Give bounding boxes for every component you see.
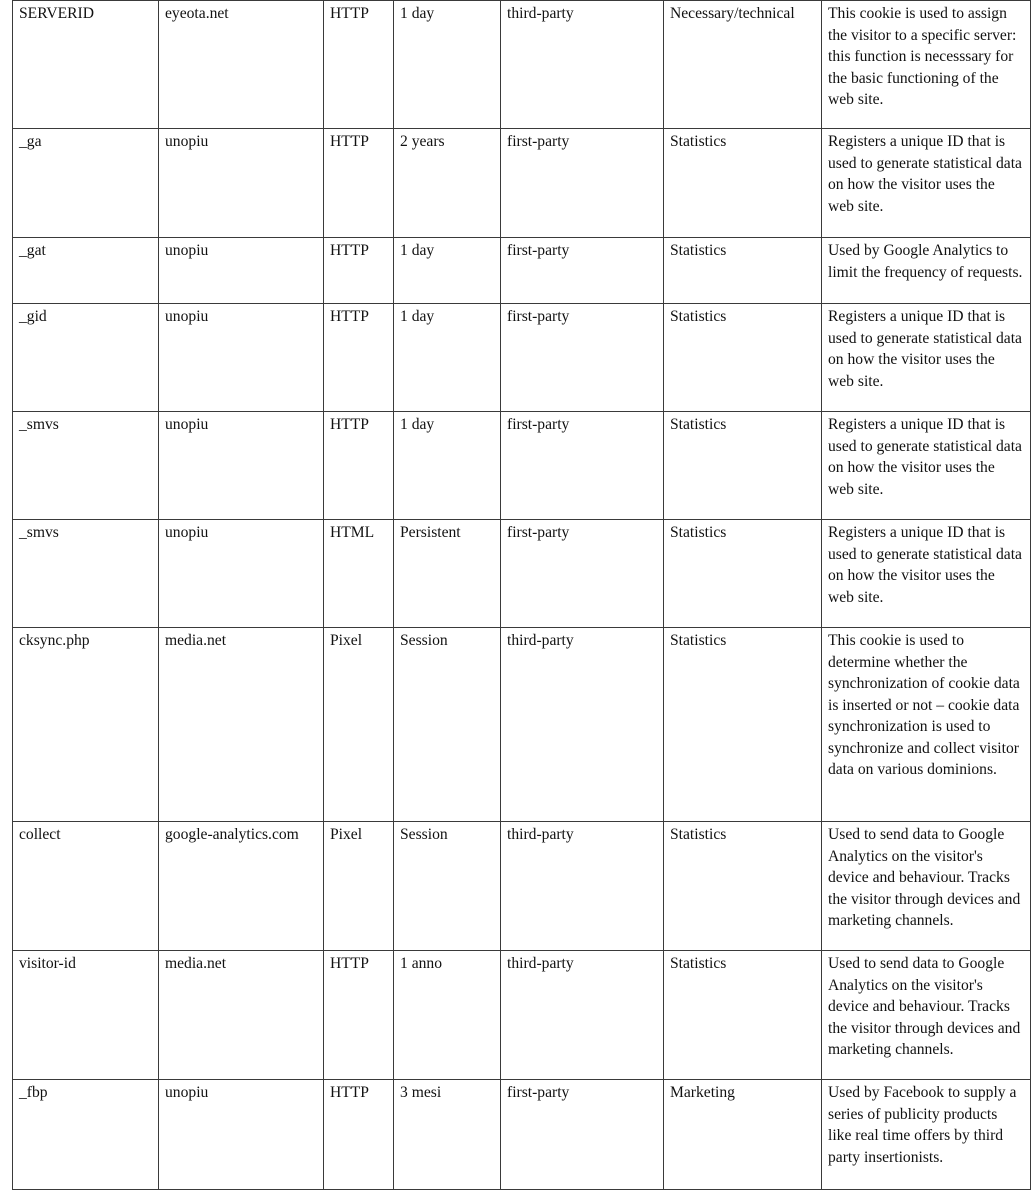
cookie-duration-cell: Session	[394, 628, 501, 822]
cookie-duration-cell: 1 day	[394, 238, 501, 304]
cookie-description-cell: Registers a unique ID that is used to generate statistical data on how the visitor uses the web site.	[822, 304, 1031, 412]
cookie-category-cell: Statistics	[664, 628, 822, 822]
cookie-domain-cell: media.net	[159, 951, 324, 1080]
cookie-domain-cell: unopiu	[159, 520, 324, 628]
cookie-domain-cell: unopiu	[159, 238, 324, 304]
cookie-description-cell: Used to send data to Google Analytics on the visitor's device and behaviour. Tracks the visitor through devices and marketing channels.	[822, 951, 1031, 1080]
cookie-party-cell: first-party	[501, 412, 664, 520]
cookie-type-cell: HTTP	[324, 1, 394, 129]
table-row	[13, 304, 1031, 412]
cookie-name-cell: cksync.php	[13, 628, 159, 822]
cookie-type-cell: HTTP	[324, 951, 394, 1080]
table-row	[13, 1080, 1031, 1190]
cookie-domain-cell: google-analytics.com	[159, 822, 324, 951]
cookie-name-cell: _gat	[13, 238, 159, 304]
cookie-type-cell: HTTP	[324, 304, 394, 412]
cookie-category-cell: Statistics	[664, 412, 822, 520]
cookie-type-cell: HTTP	[324, 238, 394, 304]
cookie-domain-cell: unopiu	[159, 304, 324, 412]
cookie-type-cell: HTTP	[324, 129, 394, 238]
cookie-party-cell: third-party	[501, 822, 664, 951]
cookie-category-cell: Statistics	[664, 304, 822, 412]
cookie-table	[12, 0, 1031, 1190]
cookie-duration-cell: 1 day	[394, 304, 501, 412]
table-row	[13, 822, 1031, 951]
cookie-description-cell: Registers a unique ID that is used to generate statistical data on how the visitor uses the web site.	[822, 520, 1031, 628]
cookie-domain-cell: unopiu	[159, 129, 324, 238]
cookie-description-cell: Used to send data to Google Analytics on the visitor's device and behaviour. Tracks the visitor through devices and marketing channels.	[822, 822, 1031, 951]
cookie-description-cell: Registers a unique ID that is used to generate statistical data on how the visitor uses the web site.	[822, 412, 1031, 520]
cookie-category-cell: Statistics	[664, 238, 822, 304]
cookie-party-cell: first-party	[501, 304, 664, 412]
table-row	[13, 951, 1031, 1080]
cookie-party-cell: third-party	[501, 628, 664, 822]
cookie-duration-cell: 1 anno	[394, 951, 501, 1080]
cookie-domain-cell: unopiu	[159, 1080, 324, 1190]
cookie-duration-cell: 1 day	[394, 412, 501, 520]
cookie-type-cell: HTML	[324, 520, 394, 628]
table-row	[13, 129, 1031, 238]
cookie-description-cell: Used by Google Analytics to limit the frequency of requests.	[822, 238, 1031, 304]
cookie-category-cell: Statistics	[664, 129, 822, 238]
cookie-description-cell: Used by Facebook to supply a series of publicity products like real time offers by third party insertionists.	[822, 1080, 1031, 1190]
cookie-name-cell: SERVERID	[13, 1, 159, 129]
cookie-description-cell: This cookie is used to determine whether the synchronization of cookie data is inserted or not – cookie data synchronization is used to synchronize and collect visitor data on various dominions.	[822, 628, 1031, 822]
cookie-domain-cell: eyeota.net	[159, 1, 324, 129]
cookie-name-cell: _gid	[13, 304, 159, 412]
cookie-name-cell: _fbp	[13, 1080, 159, 1190]
cookie-category-cell: Necessary/technical	[664, 1, 822, 129]
cookie-party-cell: third-party	[501, 951, 664, 1080]
cookie-name-cell: collect	[13, 822, 159, 951]
cookie-party-cell: first-party	[501, 129, 664, 238]
table-row	[13, 412, 1031, 520]
cookie-type-cell: HTTP	[324, 1080, 394, 1190]
cookie-name-cell: _ga	[13, 129, 159, 238]
table-row	[13, 1, 1031, 129]
table-row	[13, 628, 1031, 822]
cookie-name-cell: _smvs	[13, 412, 159, 520]
cookie-category-cell: Statistics	[664, 520, 822, 628]
cookie-party-cell: first-party	[501, 1080, 664, 1190]
cookie-category-cell: Statistics	[664, 951, 822, 1080]
cookie-duration-cell: 3 mesi	[394, 1080, 501, 1190]
cookie-name-cell: visitor-id	[13, 951, 159, 1080]
cookie-duration-cell: 2 years	[394, 129, 501, 238]
cookie-domain-cell: media.net	[159, 628, 324, 822]
table-row	[13, 520, 1031, 628]
cookie-duration-cell: Persistent	[394, 520, 501, 628]
cookie-description-cell: This cookie is used to assign the visitor to a specific server: this function is necesssary for the basic functioning of the web site.	[822, 1, 1031, 129]
cookie-type-cell: HTTP	[324, 412, 394, 520]
cookie-duration-cell: Session	[394, 822, 501, 951]
cookie-name-cell: _smvs	[13, 520, 159, 628]
cookie-type-cell: Pixel	[324, 628, 394, 822]
cookie-category-cell: Marketing	[664, 1080, 822, 1190]
cookie-type-cell: Pixel	[324, 822, 394, 951]
cookie-party-cell: third-party	[501, 1, 664, 129]
cookie-party-cell: first-party	[501, 520, 664, 628]
table-row	[13, 238, 1031, 304]
cookie-description-cell: Registers a unique ID that is used to generate statistical data on how the visitor uses the web site.	[822, 129, 1031, 238]
cookie-party-cell: first-party	[501, 238, 664, 304]
cookie-domain-cell: unopiu	[159, 412, 324, 520]
cookie-category-cell: Statistics	[664, 822, 822, 951]
cookie-duration-cell: 1 day	[394, 1, 501, 129]
